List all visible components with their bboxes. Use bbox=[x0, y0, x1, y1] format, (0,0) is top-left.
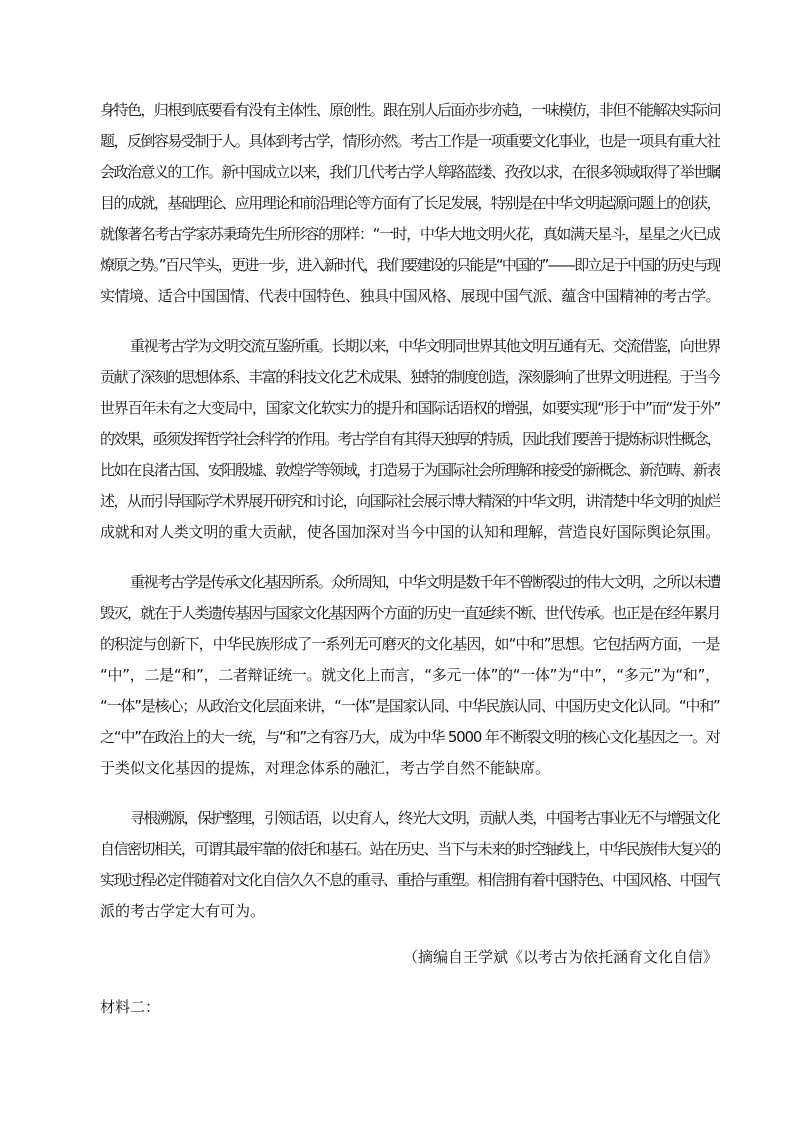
text-line: 就像著名考古学家苏秉琦先生所形容的那样：“一时，中华大地文明火花，真如满天星斗，星星之火已成 bbox=[100, 225, 720, 243]
text-line: 燎原之势。”百尺竿头，更进一步，进入新时代，我们要建设的只能是“中国的”——即立足于中国的历史与现 bbox=[100, 256, 720, 274]
text-line: 自信密切相关，可谓其最牢靠的依托和基石。站在历史、当下与未来的时空轴线上，中华民族伟大复兴的 bbox=[100, 840, 720, 858]
text-line: “一体”是核心；从政治文化层面来讲，“一体”是国家认同、中华民族认同、中国历史文化认同。“中和” bbox=[100, 697, 720, 715]
text-line: 重视考古学为文明交流互鉴所重。长期以来，中华文明同世界其他文明互通有无、交流借鉴，向世界 bbox=[130, 337, 720, 355]
source-citation: （摘编自王学斌《以考古为依托涵育文化自信》 bbox=[402, 948, 718, 966]
text-line: 会政治意义的工作。新中国成立以来，我们几代考古学人筚路蓝缕、孜孜以求，在很多领域取得了举世瞩 bbox=[100, 163, 720, 181]
text-line: 世界百年未有之大变局中，国家文化软实力的提升和国际话语权的增强，如要实现“形于中”而“发于外” bbox=[100, 399, 720, 417]
text-line: 题，反倒容易受制于人。具体到考古学，情形亦然。考古工作是一项重要文化事业，也是一项具有重大社 bbox=[100, 132, 720, 150]
text-line: 的效果，亟须发挥哲学社会科学的作用。考古学自有其得天独厚的特质，因此我们要善于提炼标识性概念， bbox=[100, 430, 720, 448]
text-line: 重视考古学是传承文化基因所系。众所周知，中华文明是数千年不曾断裂过的伟大文明，之所以未遭 bbox=[130, 573, 720, 591]
text-line: 比如在良渚古国、安阳殷墟、敦煌学等领域，打造易于为国际社会所理解和接受的新概念、新范畴、新表 bbox=[100, 461, 720, 479]
text-line: 实现过程必定伴随着对文化自信久久不息的重寻、重拾与重塑。相信拥有着中国特色、中国风格、中国气 bbox=[100, 871, 720, 889]
text-line: 寻根溯源，保护整理，引领话语，以史育人，终光大文明，贡献人类，中国考古事业无不与增强文化 bbox=[130, 809, 720, 827]
text-line: 实情境、适合中国国情、代表中国特色、独具中国风格、展现中国气派、蕴含中国精神的考古学。 bbox=[100, 287, 720, 305]
section-label: 材料二： bbox=[100, 998, 161, 1016]
text-line: 之“中”在政治上的大一统，与“和”之有容乃大，成为中华 5000 年不断裂文明的核心文化基因之一。对 bbox=[100, 728, 720, 746]
text-line: 毁灭，就在于人类遗传基因与国家文化基因两个方面的历史一直延续不断、世代传承。也正是在经年累月 bbox=[100, 604, 720, 622]
text-line: 成就和对人类文明的重大贡献，使各国加深对当今中国的认知和理解，营造良好国际舆论氛围。 bbox=[100, 523, 720, 541]
text-line: “中”，二是“和”，二者辩证统一。就文化上而言，“多元一体”的“一体”为“中”，“多元”为“和”， bbox=[100, 666, 720, 684]
text-line: 派的考古学定大有可为。 bbox=[100, 902, 266, 920]
text-line: 述，从而引导国际学术界展开研究和讨论，向国际社会展示博大精深的中华文明，讲清楚中华文明的灿烂 bbox=[100, 492, 720, 510]
text-line: 身特色，归根到底要看有没有主体性、原创性。跟在别人后面亦步亦趋，一味模仿，非但不能解决实际问 bbox=[100, 101, 720, 119]
text-line: 于类似文化基因的提炼，对理念体系的融汇，考古学自然不能缺席。 bbox=[100, 759, 551, 777]
text-line: 贡献了深刻的思想体系、丰富的科技文化艺术成果、独特的制度创造，深刻影响了世界文明进程。于当今 bbox=[100, 368, 720, 386]
text-line: 的积淀与创新下，中华民族形成了一系列无可磨灭的文化基因，如“中和”思想。它包括两方面，一是 bbox=[100, 635, 720, 653]
text-line: 目的成就，基础理论、应用理论和前沿理论等方面有了长足发展，特别是在中华文明起源问题上的创获， bbox=[100, 194, 720, 212]
